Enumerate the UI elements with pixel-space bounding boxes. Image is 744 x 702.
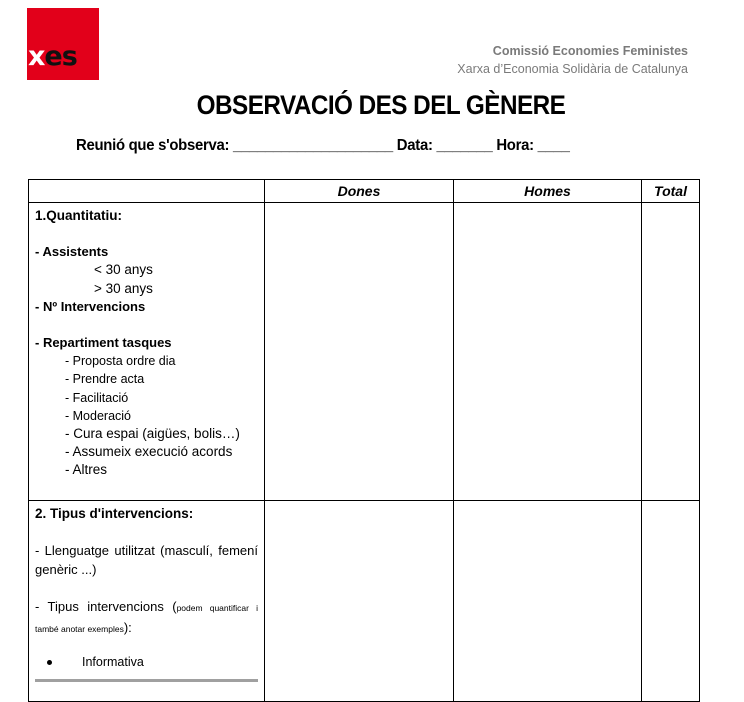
divider: [35, 679, 258, 682]
types-label: [35, 597, 258, 639]
interventions-label: - Nº Intervencions: [35, 298, 146, 314]
bullet-icon: [47, 660, 52, 665]
time-label: Hora:: [496, 137, 534, 154]
organization-info: [457, 42, 688, 78]
total-cell[interactable]: [642, 501, 700, 702]
section-title: 2. Tipus d'intervencions:: [35, 506, 194, 521]
dones-cell[interactable]: [265, 501, 454, 702]
observation-table: [28, 179, 700, 702]
task-item: - Facilitació: [65, 390, 129, 405]
logo-text: [28, 42, 77, 72]
meeting-field[interactable]: ____________________: [232, 137, 393, 154]
header-criteria: [29, 180, 265, 203]
table-row-intervention-types: [29, 501, 700, 702]
task-item: - Moderació: [65, 408, 131, 423]
task-item: - Assumeix execució acords: [65, 444, 233, 460]
table-header-row: [29, 180, 700, 203]
header-total: Total: [642, 180, 700, 203]
tasks-label: - Repartiment tasques: [35, 335, 172, 351]
dones-cell[interactable]: [265, 203, 454, 501]
network-name: Xarxa d’Economia Solidària de Catalunya: [457, 62, 688, 76]
meeting-label: Reunió que s'observa:: [76, 137, 230, 154]
date-field[interactable]: _______: [436, 137, 493, 154]
language-label: - Llenguatge utilitzat (masculí, femení genèric ...): [35, 543, 258, 578]
types-prefix: - Tipus intervencions (: [35, 599, 177, 615]
homes-cell[interactable]: [454, 501, 642, 702]
bullet-label: Informativa: [82, 655, 144, 670]
meeting-info-line: [76, 137, 606, 155]
header-dones: Dones: [265, 180, 454, 203]
date-label: Data:: [396, 137, 433, 154]
task-item: - Cura espai (aigües, bolis…): [65, 426, 240, 442]
task-item: - Prendre acta: [65, 372, 145, 387]
commission-name: Comissió Economies Feministes: [492, 44, 688, 58]
under-30-label: < 30 anys: [94, 262, 153, 278]
logo-x: x: [28, 41, 45, 72]
time-field[interactable]: ____: [537, 137, 570, 154]
task-item: - Altres: [65, 462, 108, 478]
table-row-quantitative: [29, 203, 700, 501]
types-suffix: ):: [123, 620, 132, 636]
assistents-label: - Assistents: [35, 244, 109, 260]
total-cell[interactable]: [642, 203, 700, 501]
criteria-cell: [29, 501, 265, 702]
task-item: - Proposta ordre dia: [65, 354, 176, 369]
over-30-label: > 30 anys: [94, 280, 153, 296]
logo-es: es: [44, 41, 77, 72]
criteria-cell: [29, 203, 265, 501]
section-title: 1.Quantitatiu:: [35, 208, 122, 223]
homes-cell[interactable]: [454, 203, 642, 501]
header-homes: Homes: [454, 180, 642, 203]
xes-logo: [27, 8, 99, 80]
page-title: OBSERVACIÓ DES DEL GÈNERE: [196, 90, 566, 120]
types-note: podem quantificar i també anotar exemples: [35, 603, 258, 635]
list-item: [35, 653, 258, 671]
